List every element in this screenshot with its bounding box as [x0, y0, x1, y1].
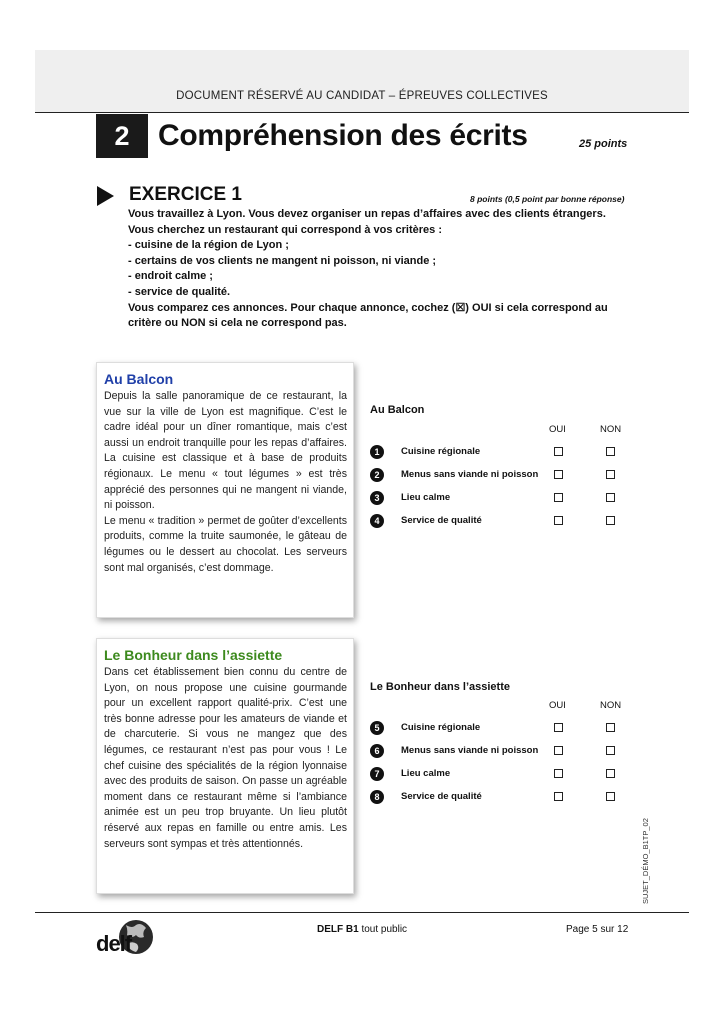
exercise-title: EXERCICE 1 — [129, 184, 242, 205]
ad-paragraph: Dans cet établissement bien connu du centre de Lyon, on nous propose une cuisine gourmande pour un excellent rapport qualité-prix. C’est une très bonne adresse pour les amateurs de viande et de charcuterie. Si vous ne mangez que des légumes, ce restaurant n’est pas pour vous ! Le chef cuisine des spécialités de la région lyonnaise avec des produits de saison. On passe un agréable moment dans ce restaurant même si l’ambiance animée est un peu trop bruyante. Un lieu plutôt réservé aux repas en famille ou entre amis. Les serveurs sont sympas et très attentionnés. — [104, 666, 347, 850]
arrow-right-icon — [97, 186, 114, 206]
non-header: NON — [600, 424, 622, 435]
question-row — [370, 514, 640, 530]
ad-paragraph: Depuis la salle panoramique de ce restaurant, la vue sur la ville de Lyon est magnifique. C’est le cadre idéal pour un dîner romantique, mais c’est aussi un endroit tranquille pour les repas d’affaires. La cuisine est classique et à base de produits régionaux. Le menu « tout légumes » est très apprécié des personnes qui ne mangent ni viande, ni poisson. — [104, 390, 347, 512]
question-row — [370, 744, 640, 760]
header-band — [35, 50, 689, 113]
non-checkbox[interactable] — [606, 746, 615, 755]
ad-title: Le Bonheur dans l’assiette — [104, 647, 283, 663]
section-points: 25 points — [579, 138, 628, 150]
question-block-title: Au Balcon — [370, 404, 425, 416]
instruction-line: Vous comparez ces annonces. Pour chaque annonce, cochez (☒) OUI si cela correspond au — [128, 301, 608, 314]
question-row — [370, 468, 640, 484]
instruction-line: - endroit calme ; — [128, 270, 213, 283]
ad-card-le-bonheur — [96, 638, 354, 894]
question-row — [370, 767, 640, 783]
non-checkbox[interactable] — [606, 516, 615, 525]
instruction-line: - service de qualité. — [128, 285, 231, 298]
exam-level: DELF B1 — [317, 924, 359, 935]
oui-checkbox[interactable] — [554, 516, 563, 525]
non-checkbox[interactable] — [606, 447, 615, 456]
oui-checkbox[interactable] — [554, 470, 563, 479]
non-checkbox[interactable] — [606, 493, 615, 502]
non-checkbox[interactable] — [606, 470, 615, 479]
section-title: Compréhension des écrits — [158, 119, 528, 152]
page-number: Page 5 sur 12 — [566, 924, 629, 935]
question-label: Menus sans viande ni poisson — [401, 469, 539, 480]
question-row — [370, 491, 640, 507]
document-code: SUJET_DÉMO_B1TP_02 — [641, 818, 650, 904]
instruction-line: Vous cherchez un restaurant qui correspond à vos critères : — [128, 223, 442, 236]
footer-divider — [35, 912, 689, 913]
oui-checkbox[interactable] — [554, 792, 563, 801]
question-label: Cuisine régionale — [401, 722, 481, 733]
question-block-au-balcon — [370, 404, 640, 534]
question-label: Lieu calme — [401, 492, 451, 503]
ad-title: Au Balcon — [104, 371, 174, 387]
question-number: 6 — [370, 744, 384, 758]
instruction-line: Vous travaillez à Lyon. Vous devez organiser un repas d’affaires avec des clients étrangers. — [128, 208, 606, 220]
ad-card-au-balcon — [96, 362, 354, 618]
oui-checkbox[interactable] — [554, 769, 563, 778]
question-block-title: Le Bonheur dans l’assiette — [370, 681, 510, 693]
question-number: 8 — [370, 790, 384, 804]
ad-text — [104, 665, 347, 852]
question-label: Cuisine régionale — [401, 446, 481, 457]
question-label: Service de qualité — [401, 791, 482, 802]
ad-text — [104, 389, 347, 576]
instruction-line: - certains de vos clients ne mangent ni poisson, ni viande ; — [128, 254, 437, 267]
question-number: 2 — [370, 468, 384, 482]
delf-logo-text: delf — [96, 931, 132, 956]
exam-name — [317, 924, 407, 935]
oui-header: OUI — [549, 424, 566, 435]
instruction-line: critère ou NON si cela ne correspond pas. — [128, 317, 347, 330]
oui-header: OUI — [549, 700, 566, 711]
question-number: 1 — [370, 445, 384, 459]
oui-checkbox[interactable] — [554, 746, 563, 755]
exercise-instructions — [128, 207, 648, 332]
question-label: Lieu calme — [401, 768, 451, 779]
question-row — [370, 445, 640, 461]
ad-paragraph: Le menu « tradition » permet de goûter d’excellents produits, comme la truite saumonée, le gâteau de légumes ou le dessert au chocolat. Les serveurs sont mal organisés, c’est dommage. — [104, 514, 347, 574]
section-number: 2 — [96, 114, 148, 158]
question-number: 5 — [370, 721, 384, 735]
question-number: 7 — [370, 767, 384, 781]
document-header: DOCUMENT RÉSERVÉ AU CANDIDAT – ÉPREUVES COLLECTIVES — [176, 90, 548, 102]
question-row — [370, 790, 640, 806]
oui-checkbox[interactable] — [554, 493, 563, 502]
question-label: Menus sans viande ni poisson — [401, 745, 539, 756]
oui-checkbox[interactable] — [554, 447, 563, 456]
exercise-points: 8 points (0,5 point par bonne réponse) — [470, 194, 625, 204]
instruction-line: - cuisine de la région de Lyon ; — [128, 239, 289, 252]
question-number: 4 — [370, 514, 384, 528]
question-row — [370, 721, 640, 737]
oui-checkbox[interactable] — [554, 723, 563, 732]
question-label: Service de qualité — [401, 515, 482, 526]
question-number: 3 — [370, 491, 384, 505]
question-block-le-bonheur — [370, 681, 640, 811]
non-checkbox[interactable] — [606, 723, 615, 732]
non-checkbox[interactable] — [606, 792, 615, 801]
exam-audience: tout public — [358, 924, 408, 935]
non-header: NON — [600, 700, 622, 711]
non-checkbox[interactable] — [606, 769, 615, 778]
